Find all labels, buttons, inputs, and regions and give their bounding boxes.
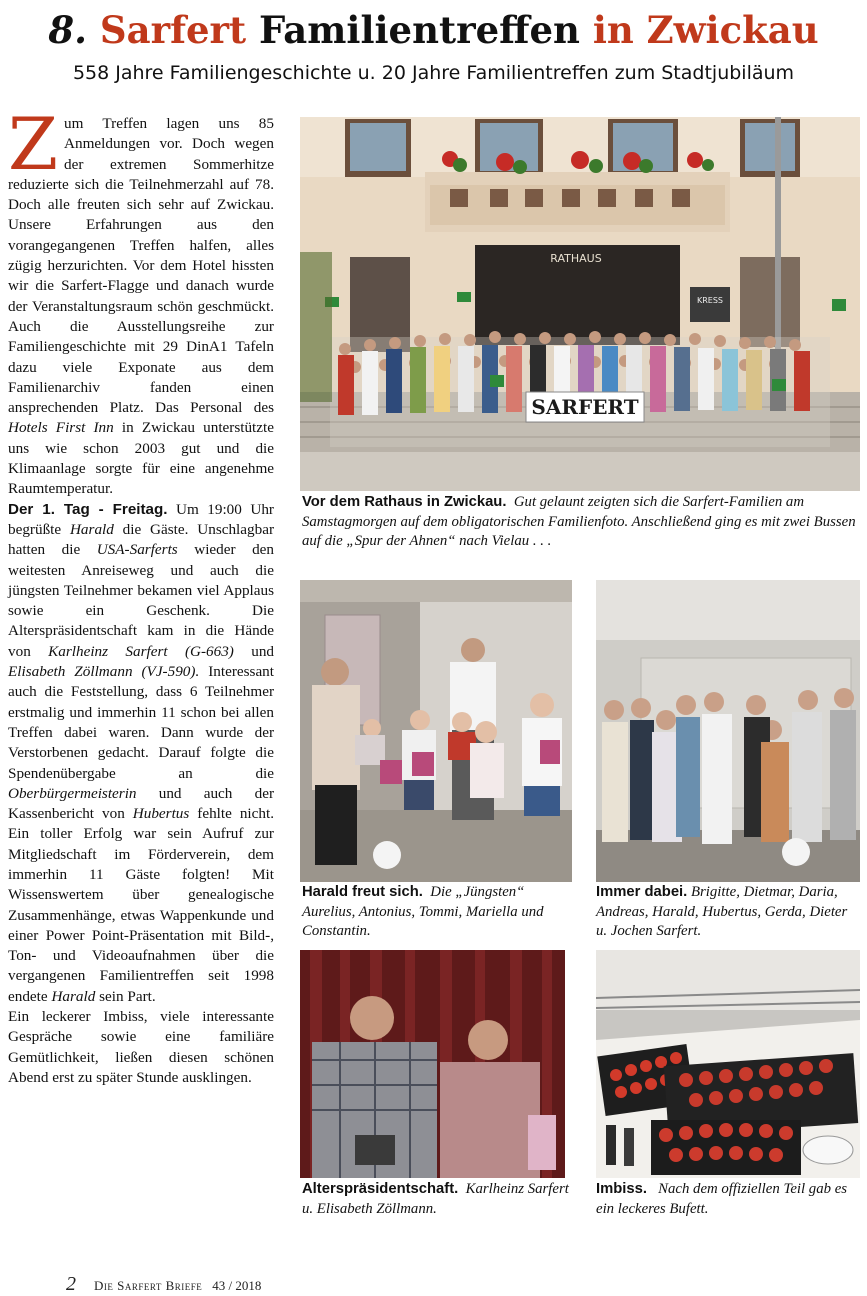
page-subtitle: 558 Jahre Familiengeschichte u. 20 Jahre Familientreffen zum Stadtjubiläum — [72, 62, 795, 84]
paragraph-text: in Zwickau unterstützte uns wie schon 2003 gut und die Klimaanlage sorgte für eine angenehme Raumtemperatur. — [8, 419, 274, 498]
photo-group — [596, 580, 860, 882]
person-name: Harald — [51, 987, 96, 1005]
caption-text: Karlheinz Sarfert u. Elisabeth Zöllmann. — [302, 1181, 569, 1217]
title-name: Sarfert — [99, 8, 247, 52]
paragraph-text: die Gäste. Unschlagbar hatten die — [8, 520, 275, 559]
person-name: Harald — [69, 520, 114, 538]
person-name: Karlheinz Sarfert (G-663) — [48, 642, 234, 660]
caption-lead: Vor dem Rathaus in Zwickau. — [302, 494, 507, 510]
sign-kress: KRESS — [696, 296, 724, 305]
paragraph-text: und — [233, 642, 275, 660]
person-title: Oberbürgermeisterin — [8, 784, 137, 802]
page-title — [0, 8, 867, 52]
caption-text: Brigitte, Dietmar, Daria, Andreas, Harald, Hubertus, Gerda, Dieter u. Jochen Sarfert. — [596, 884, 848, 939]
sarfert-banner: SARFERT — [531, 395, 639, 419]
title-place: in Zwickau — [592, 8, 819, 52]
paragraph-text: und auch der Kassenbericht von — [8, 784, 274, 823]
paragraph-text: fehlte nicht. Ein toller Erfolg war sein Aufruf zur Mitgliedschaft im Förderverein, dem immerhin 11 Gäste folgten! Mit Wissenswertem über genealogische Zusammenhänge, etwas Wappenkunde und einer Power Point-Präsentation mit Bild-, Ton- und Videoaufnahmen über die vergangenen Familientreffen seit 1998 endete — [8, 805, 274, 1005]
title-mid: Familientreffen — [259, 8, 580, 52]
caption-lead: Alterspräsidentschaft. — [302, 1181, 459, 1197]
family-name: USA-Sarferts — [96, 541, 178, 559]
drop-cap: Z — [8, 102, 59, 186]
paragraph-text: sein Part. — [95, 987, 156, 1005]
caption-rathaus — [302, 493, 858, 552]
photo-elders — [300, 950, 565, 1178]
sign-rathaus: RATHAUS — [550, 252, 602, 265]
caption-lead: Harald freut sich. — [302, 884, 423, 900]
article-paragraph-2 — [8, 500, 274, 1007]
article-paragraph-3: Ein leckerer Imbiss, viele interessante Gespräche sowie eine familiäre Gemütlichkeit, ließen diesen schönen Abend erst zu später Stunde ausklingen. — [8, 1008, 274, 1086]
photo-buffet — [596, 950, 860, 1178]
paragraph-text: um Treffen lagen uns 85 Anmeldungen vor. Doch wegen der extremen Sommerhitze reduzierte sich die Teilnehmerzahl auf 78. Doch alle freuten sich sehr auf Zwickau. Unsere Erfahrungen aus den vorangegangenen Treffen halfen, alles zügig herzurichten. Vor dem Hotel hissten wir die Sarfert-Flagge und danach wurde der Veranstaltungsraum schön geschmückt. Auch die Ausstellungsreihe zur Familiengeschichte mit 29 DinA1 Tafeln dazu viele Exponate aus dem Familienarchiv fanden einen ansprechenden Platz. Das Personal des — [8, 115, 274, 417]
journal-name: Die Sarfert Briefe — [94, 1278, 203, 1293]
person-name: Elisabeth Zöllmann (VJ-590). — [8, 663, 200, 681]
photo-kids — [300, 580, 572, 882]
issue-number: 43 / 2018 — [212, 1278, 262, 1293]
caption-lead: Imbiss. — [596, 1181, 647, 1197]
caption-text: Nach dem offiziellen Teil gab es ein leckeres Bufett. — [596, 1181, 848, 1217]
caption-lead: Immer dabei. — [596, 884, 688, 900]
caption-text: Die „Jüngsten“ Aurelius, Antonius, Tommi, Mariella und Constantin. — [302, 884, 544, 939]
caption-elders — [302, 1180, 574, 1219]
caption-text: Gut gelaunt zeigten sich die Sarfert-Familien am Samstagmorgen auf dem obligatorischen Familienfoto. Anschließend ging es mit zwei Bussen auf die „Spur der Ahnen“ nach Vielau . . . — [302, 494, 856, 549]
caption-group — [596, 883, 860, 942]
paragraph-text: wieder den weitesten Anreiseweg und auch die jüngsten Teilnehmer bekamen viel Applaus sowie ein Geschenk. Die Alterspräsidentschaft kam in die Hände von — [8, 541, 274, 660]
article-paragraph-1 — [8, 102, 274, 500]
article-column — [8, 102, 275, 1088]
caption-kids — [302, 883, 574, 942]
section-heading: Der 1. Tag - Freitag. — [8, 500, 168, 518]
page-number: 2 — [66, 1273, 76, 1295]
photo-rathaus — [300, 117, 860, 491]
page-footer — [66, 1273, 261, 1296]
paragraph-text: Um 19:00 Uhr begrüßte — [8, 500, 274, 538]
title-number: 8. — [48, 8, 87, 52]
person-name: Hubertus — [132, 805, 190, 823]
paragraph-text: Interessant auch die Feststellung, dass 6 Teilnehmer erstmalig und immerhin 11 schon bei allen Treffen dabei waren. Dann wurde der Verstorbenen gedacht. Darauf folgte die Spendenübergabe an die — [8, 663, 274, 782]
hotel-name: Hotels First Inn — [8, 419, 114, 437]
caption-buffet — [596, 1180, 860, 1219]
